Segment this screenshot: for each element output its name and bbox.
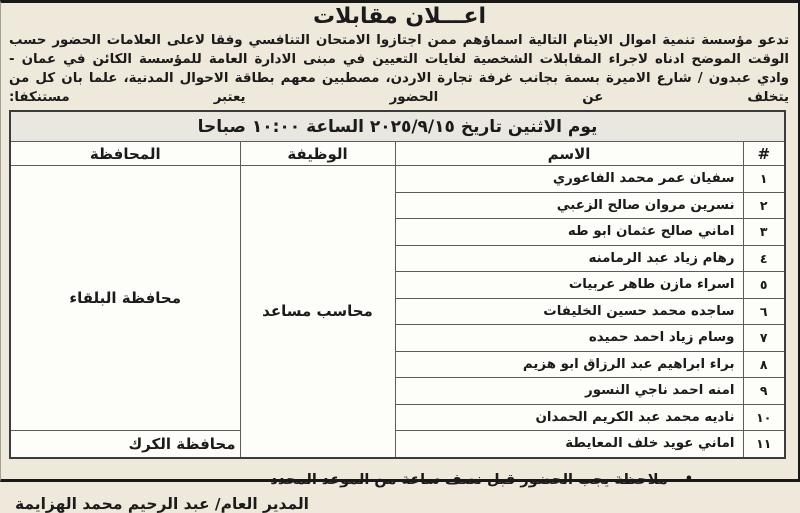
candidate-name: نسرين مروان صالح الزعبي <box>395 192 743 219</box>
bullet-icon: • <box>684 472 693 487</box>
row-number: ١ <box>743 166 785 193</box>
session-banner-row <box>10 111 785 142</box>
column-header-governorate: المحافظة <box>10 142 240 166</box>
candidate-name: اسراء مازن طاهر عربيات <box>395 272 743 299</box>
candidate-name: اماني عويد خلف المعايطة <box>395 431 743 458</box>
candidate-name: ناديه محمد عبد الكريم الحمدان <box>395 404 743 431</box>
row-number: ٧ <box>743 325 785 352</box>
row-number: ٨ <box>743 351 785 378</box>
candidate-name: وسام زياد احمد حميده <box>395 325 743 352</box>
governorate-balqa-merged-cell: محافظة البلقاء <box>10 166 240 431</box>
column-header-name: الاسم <box>395 142 743 166</box>
table-header-row <box>10 142 785 166</box>
candidate-name: رهام زياد عبد الرمامنه <box>395 245 743 272</box>
candidate-name: اماني صالح عثمان ابو طه <box>395 219 743 246</box>
attendance-note-text: ملاحظة يجب الحضور قبل نصف ساعة من الموعد المحدد <box>270 471 668 488</box>
row-number: ٦ <box>743 298 785 325</box>
row-number: ٥ <box>743 272 785 299</box>
candidate-name: براء ابراهيم عبد الرزاق ابو هزيم <box>395 351 743 378</box>
column-header-index: # <box>743 142 785 166</box>
interview-schedule-table <box>9 110 786 459</box>
page-title: اعـــلان مقابلات <box>312 4 487 29</box>
attendance-note <box>1 472 693 488</box>
row-number: ١١ <box>743 431 785 458</box>
table-row <box>10 166 785 193</box>
candidate-name: امنه احمد ناجي النسور <box>395 378 743 405</box>
director-signature: المدير العام/ عبد الرحيم محمد الهزايمة <box>15 494 309 513</box>
session-banner: يوم الاثنين تاريخ ٢٠٢٥/٩/١٥ الساعة ١٠:٠٠ صباحا <box>10 111 785 142</box>
row-number: ٢ <box>743 192 785 219</box>
intro-paragraph: تدعو مؤسسة تنمية اموال الايتام التالية اسماؤهم ممن اجتازوا الامتحان التنافسي وفقا لاعلى العلامات الحضور حسب الوقت الموضح ادناه لاجراء المقابلات الشخصية لغايات التعيين في مبنى الادارة العامة للمؤسسة الكائن في عمان - وادي عبدون / شارع الاميرة بسمة بجانب غرفة تجارة الاردن، مصطبين معهم بطاقة الاحوال المدنية، علما بان كل من يتخلف عن الحضور يعتبر مستنكفا: <box>9 33 789 105</box>
row-number: ٣ <box>743 219 785 246</box>
row-number: ٩ <box>743 378 785 405</box>
row-number: ١٠ <box>743 404 785 431</box>
column-header-job: الوظيفة <box>240 142 395 166</box>
job-merged-cell: محاسب مساعد <box>240 166 395 458</box>
table-row <box>10 431 785 458</box>
candidate-name: ساجده محمد حسين الخليفات <box>395 298 743 325</box>
row-number: ٤ <box>743 245 785 272</box>
governorate-karak-cell: محافظة الكرك <box>10 431 240 458</box>
candidate-name: سفيان عمر محمد الفاعوري <box>395 166 743 193</box>
